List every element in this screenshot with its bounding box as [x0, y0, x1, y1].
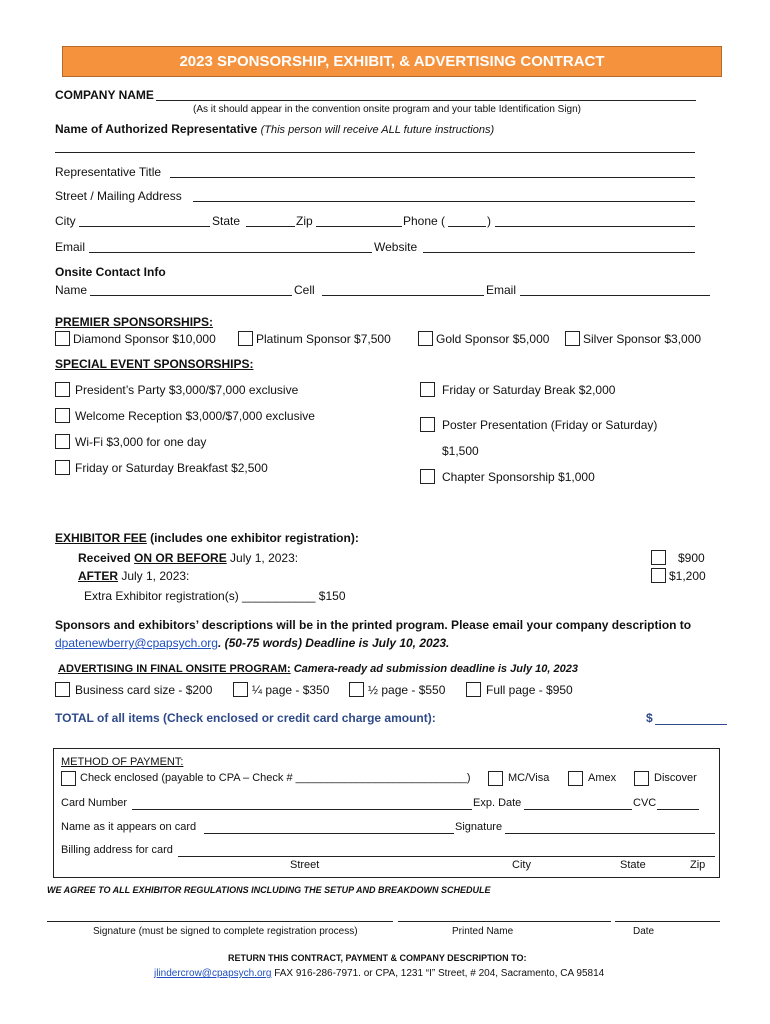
- zip-label: Zip: [296, 214, 313, 228]
- city-field[interactable]: [79, 226, 210, 227]
- name-on-card-label: Name as it appears on card: [61, 821, 197, 833]
- billing-state-caption: State: [620, 859, 646, 871]
- onsite-cell-label: Cell: [294, 283, 315, 297]
- phone-label: Phone (: [403, 214, 446, 228]
- agreement-text: WE AGREE TO ALL EXHIBITOR REGULATIONS INCLUDING THE SETUP AND BREAKDOWN SCHEDULE: [47, 885, 491, 895]
- rep-title-field[interactable]: [170, 177, 695, 178]
- presidents-party-label: President’s Party $3,000/$7,000 exclusive: [75, 383, 299, 397]
- ad-quarter-page-label: ¼ page - $350: [252, 683, 330, 697]
- diamond-checkbox[interactable]: [55, 331, 70, 346]
- description-email-link[interactable]: dpatenewberry@cpapsych.org: [55, 636, 218, 650]
- platinum-checkbox[interactable]: [238, 331, 253, 346]
- exhibitor-heading-row: [55, 531, 359, 545]
- exhibitor-after-row: AFTER July 1, 2023:: [78, 569, 190, 583]
- exhibitor-900-checkbox[interactable]: [651, 550, 666, 565]
- discover-checkbox[interactable]: [634, 771, 649, 786]
- signature-caption: Signature (must be signed to complete registration process): [93, 926, 358, 937]
- amex-checkbox[interactable]: [568, 771, 583, 786]
- onsite-name-label: Name: [55, 283, 88, 297]
- ad-full-page-label: Full page - $950: [486, 683, 573, 697]
- billing-address-label: Billing address for card: [61, 844, 173, 856]
- poster-checkbox[interactable]: [420, 417, 435, 432]
- street-field[interactable]: [193, 201, 695, 202]
- breakfast-label: Friday or Saturday Breakfast $2,500: [75, 461, 268, 475]
- exhibitor-heading: EXHIBITOR FEE: [55, 531, 147, 545]
- diamond-label: Diamond Sponsor $10,000: [73, 332, 216, 346]
- contract-title: 2023 SPONSORSHIP, EXHIBIT, & ADVERTISING CONTRACT: [62, 46, 722, 77]
- printed-name-field[interactable]: [398, 921, 611, 922]
- platinum-label: Platinum Sponsor $7,500: [256, 332, 391, 346]
- card-number-label: Card Number: [61, 797, 128, 809]
- ad-business-card-label: Business card size - $200: [75, 683, 213, 697]
- state-label: State: [212, 214, 241, 228]
- email-field[interactable]: [89, 252, 372, 253]
- return-address-row: [154, 968, 604, 979]
- state-field[interactable]: [246, 226, 295, 227]
- return-to-text: RETURN THIS CONTRACT, PAYMENT & COMPANY DESCRIPTION TO:: [228, 953, 527, 963]
- ad-full-page-checkbox[interactable]: [466, 682, 481, 697]
- payment-heading: METHOD OF PAYMENT:: [61, 756, 184, 768]
- billing-city-caption: City: [512, 859, 531, 871]
- check-enclosed-label: Check enclosed (payable to CPA – Check # ____________________________): [80, 772, 471, 784]
- wifi-checkbox[interactable]: [55, 434, 70, 449]
- exhibitor-900-price: $900: [678, 551, 705, 565]
- amex-label: Amex: [588, 772, 617, 784]
- billing-zip-caption: Zip: [690, 859, 706, 871]
- date-caption: Date: [633, 926, 655, 937]
- mc-visa-label: MC/Visa: [508, 772, 550, 784]
- street-label: Street / Mailing Address: [55, 189, 182, 203]
- contract-signature-field[interactable]: [47, 921, 393, 922]
- company-name-field[interactable]: [156, 100, 696, 101]
- rep-row: [55, 122, 494, 136]
- special-heading: SPECIAL EVENT SPONSORSHIPS:: [55, 357, 254, 371]
- discover-label: Discover: [654, 772, 697, 784]
- return-email-link[interactable]: jlindercrow@cpapsych.org: [154, 968, 272, 979]
- advertising-heading-row: [58, 663, 578, 675]
- mc-visa-checkbox[interactable]: [488, 771, 503, 786]
- city-label: City: [55, 214, 76, 228]
- onsite-email-field[interactable]: [520, 295, 710, 296]
- rep-title-label: Representative Title: [55, 165, 162, 179]
- date-field[interactable]: [615, 921, 720, 922]
- phone-area-field[interactable]: [448, 226, 486, 227]
- break-checkbox[interactable]: [420, 382, 435, 397]
- descriptions-line2: dpatenewberry@cpapsych.org. (50-75 words) Deadline is July 10, 2023.: [55, 636, 450, 650]
- name-on-card-field[interactable]: [204, 833, 454, 834]
- silver-label: Silver Sponsor $3,000: [583, 332, 702, 346]
- company-name-note: (As it should appear in the convention onsite program and your table Identification Sign): [193, 104, 582, 115]
- website-field[interactable]: [423, 252, 695, 253]
- rep-label: Name of Authorized Representative: [55, 122, 258, 136]
- silver-checkbox[interactable]: [565, 331, 580, 346]
- total-label: TOTAL of all items (Check enclosed or credit card charge amount):: [55, 711, 436, 725]
- card-number-field[interactable]: [132, 809, 472, 810]
- extra-exhibitor-label: Extra Exhibitor registration(s) ___________ $150: [84, 589, 346, 603]
- billing-street-caption: Street: [290, 859, 320, 871]
- rep-note: (This person will receive ALL future instructions): [260, 124, 495, 136]
- advertising-heading: ADVERTISING IN FINAL ONSITE PROGRAM:: [58, 663, 291, 675]
- exp-date-field[interactable]: [524, 809, 632, 810]
- onsite-heading: Onsite Contact Info: [55, 265, 166, 279]
- onsite-email-label: Email: [486, 283, 517, 297]
- premier-heading: PREMIER SPONSORSHIPS:: [55, 315, 214, 329]
- phone-close: ): [487, 214, 491, 228]
- advertising-deadline: Camera-ready ad submission deadline is July 10, 2023: [290, 663, 578, 675]
- breakfast-checkbox[interactable]: [55, 460, 70, 475]
- chapter-label: Chapter Sponsorship $1,000: [442, 470, 595, 484]
- wifi-label: Wi-Fi $3,000 for one day: [75, 435, 207, 449]
- exhibitor-received-row: Received ON OR BEFORE July 1, 2023:: [78, 551, 299, 565]
- check-enclosed-checkbox[interactable]: [61, 771, 76, 786]
- ad-quarter-page-checkbox[interactable]: [233, 682, 248, 697]
- zip-field[interactable]: [316, 226, 402, 227]
- phone-field[interactable]: [495, 226, 695, 227]
- descriptions-text: Sponsors and exhibitors’ descriptions will be in the printed program. Please email your company description to: [55, 618, 692, 632]
- poster-label: Poster Presentation (Friday or Saturday): [442, 418, 658, 432]
- rep-name-field[interactable]: [55, 152, 695, 153]
- poster-price: $1,500: [442, 444, 479, 458]
- printed-name-caption: Printed Name: [452, 926, 514, 937]
- exp-date-label: Exp. Date: [473, 797, 522, 809]
- website-label: Website: [374, 240, 418, 254]
- onsite-cell-field[interactable]: [322, 295, 484, 296]
- cvc-field[interactable]: [657, 809, 699, 810]
- card-signature-label: Signature: [455, 821, 503, 833]
- welcome-reception-label: Welcome Reception $3,000/$7,000 exclusive: [75, 409, 315, 423]
- card-signature-field[interactable]: [505, 833, 715, 834]
- exhibitor-1200-price: $1,200: [669, 569, 706, 583]
- cvc-label: CVC: [633, 797, 657, 809]
- gold-label: Gold Sponsor $5,000: [436, 332, 550, 346]
- gold-checkbox[interactable]: [418, 331, 433, 346]
- presidents-party-checkbox[interactable]: [55, 382, 70, 397]
- total-amount-field[interactable]: [655, 724, 727, 725]
- total-dollar-sign: $: [646, 711, 653, 725]
- billing-address-field[interactable]: [178, 856, 715, 857]
- email-label: Email: [55, 240, 86, 254]
- welcome-reception-checkbox[interactable]: [55, 408, 70, 423]
- break-label: Friday or Saturday Break $2,000: [442, 383, 616, 397]
- return-address: FAX 916-286-7971. or CPA, 1231 “I” Street, # 204, Sacramento, CA 95814: [271, 968, 605, 979]
- ad-half-page-checkbox[interactable]: [349, 682, 364, 697]
- ad-half-page-label: ½ page - $550: [368, 683, 446, 697]
- chapter-checkbox[interactable]: [420, 469, 435, 484]
- onsite-name-field[interactable]: [90, 295, 292, 296]
- company-name-label: COMPANY NAME: [55, 88, 154, 102]
- ad-business-card-checkbox[interactable]: [55, 682, 70, 697]
- exhibitor-1200-checkbox[interactable]: [651, 568, 666, 583]
- exhibitor-heading-note: (includes one exhibitor registration):: [146, 531, 359, 545]
